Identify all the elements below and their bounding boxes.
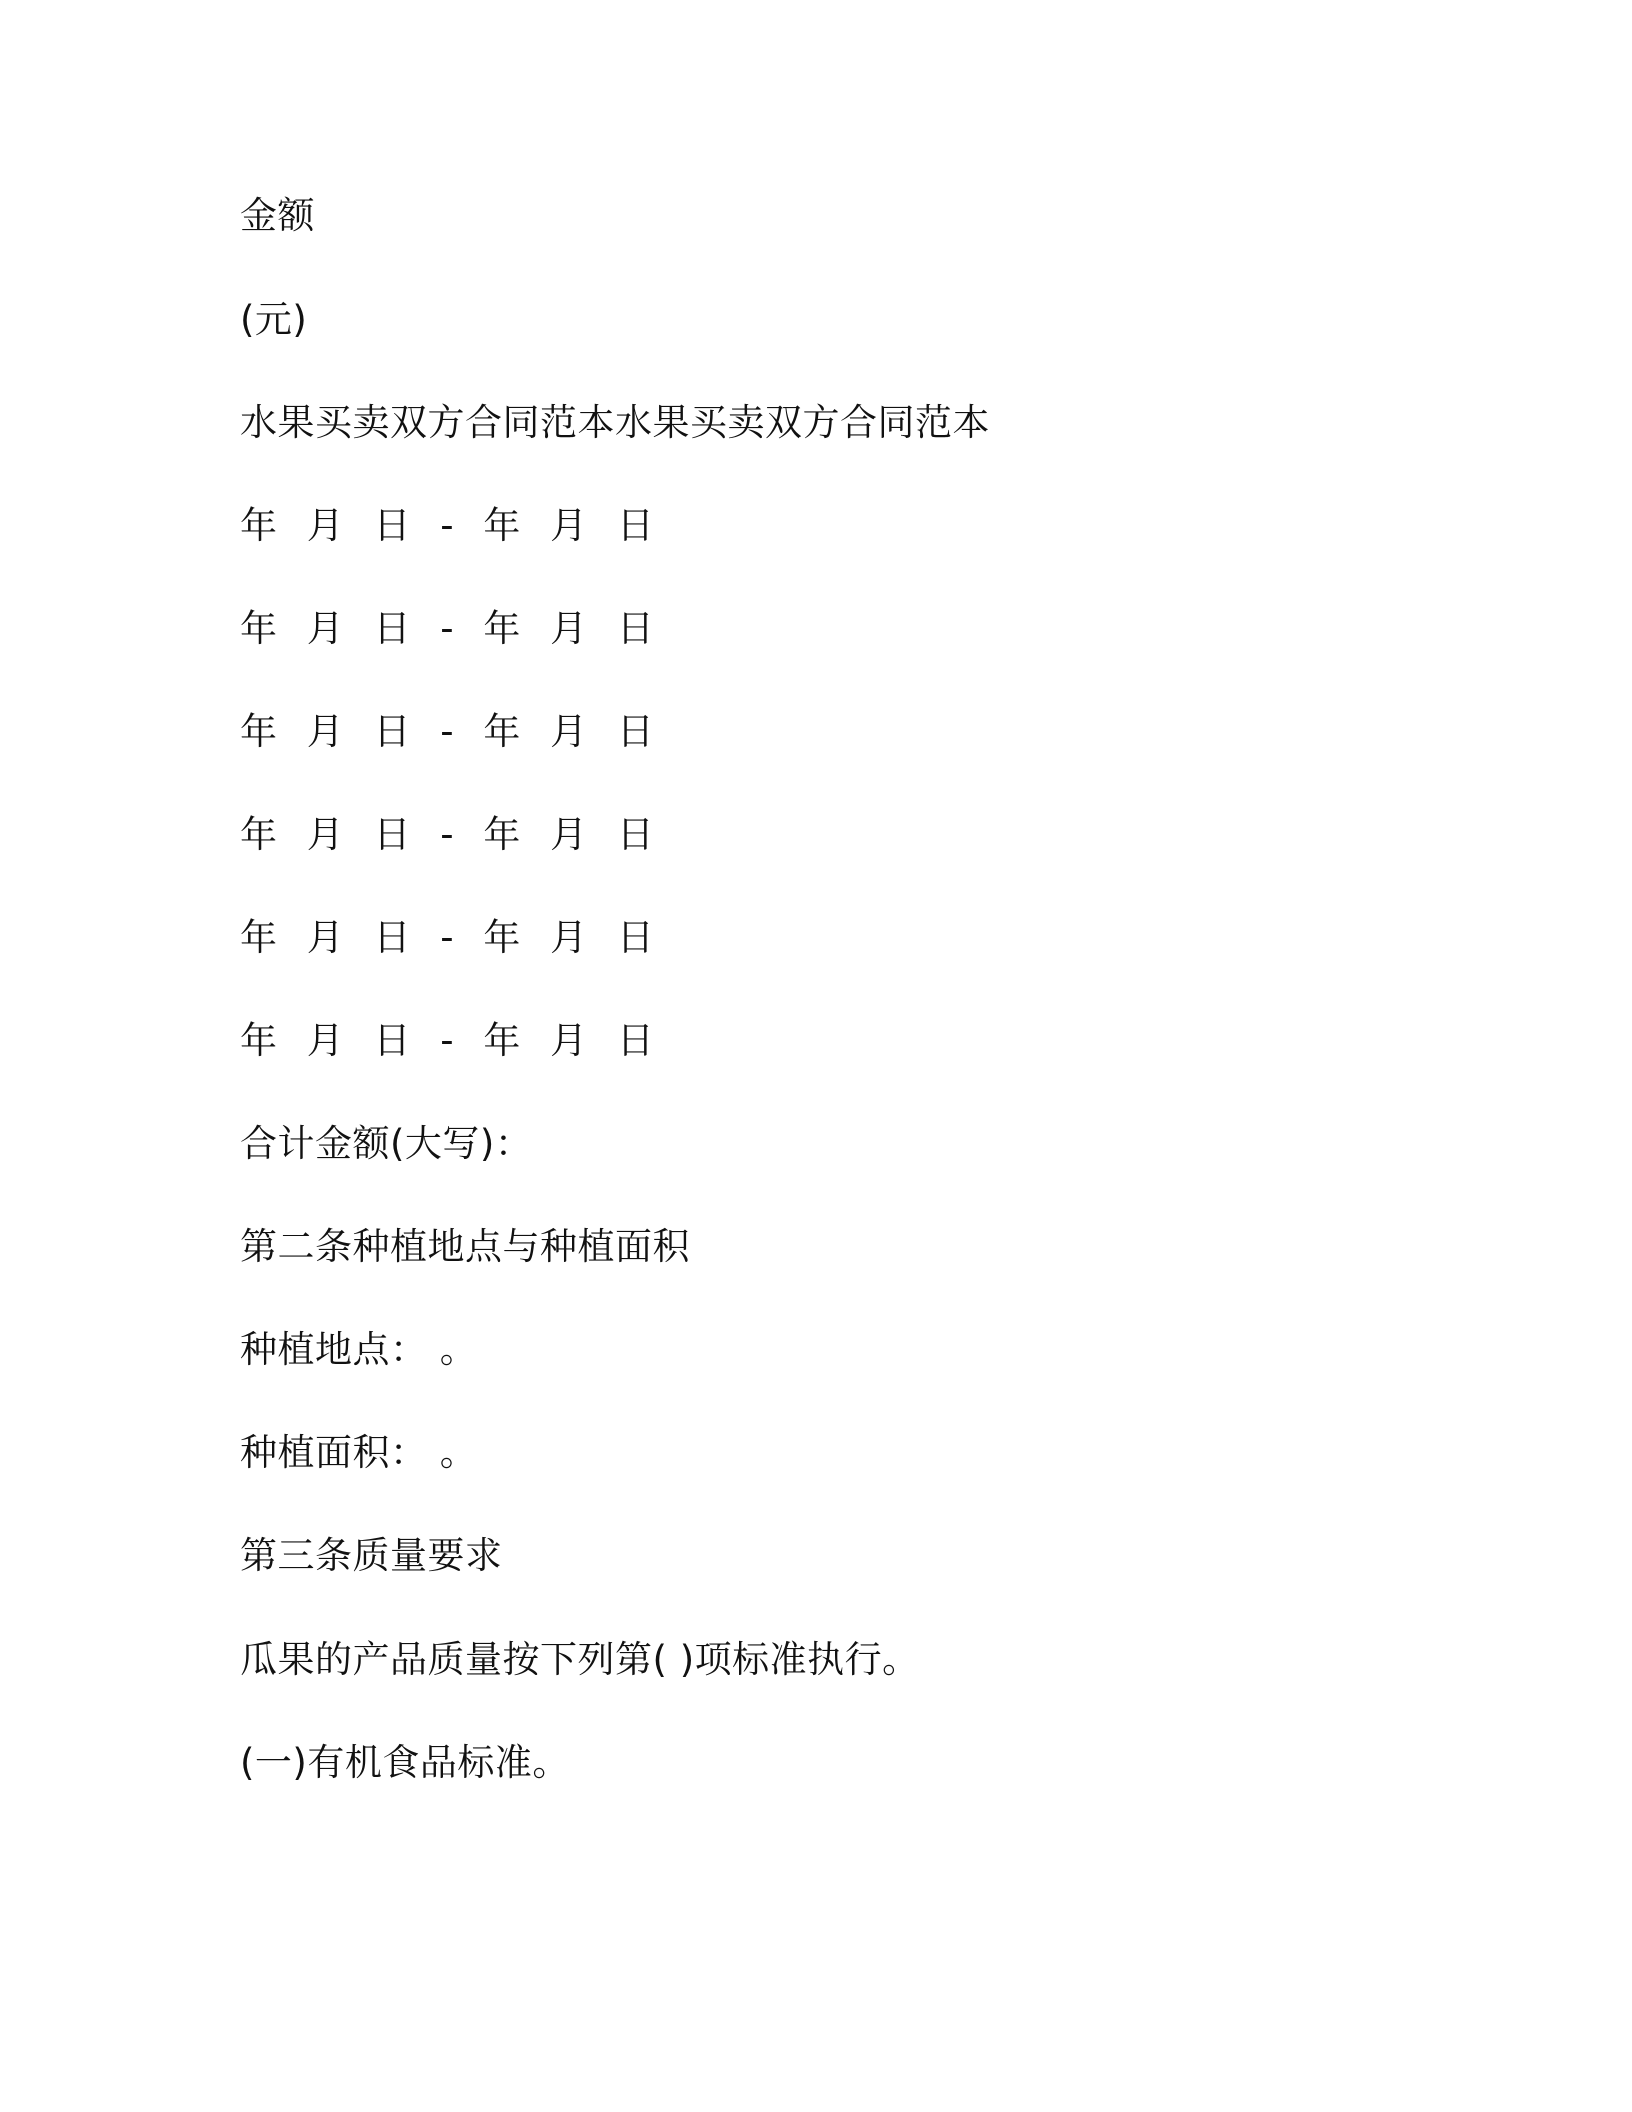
total-amount-uppercase-line: 合计金额(大写)： xyxy=(240,1122,533,1165)
organic-food-standard-line: (一)有机食品标准。 xyxy=(240,1741,570,1784)
quality-standard-line: 瓜果的产品质量按下列第( )项标准执行。 xyxy=(240,1638,920,1681)
contract-title-line: 水果买卖双方合同范本水果买卖双方合同范本 xyxy=(240,401,990,444)
date-range-line: 年 月 日 - 年 月 日 xyxy=(240,504,663,547)
date-range-line: 年 月 日 - 年 月 日 xyxy=(240,607,663,650)
amount-label: 金额 xyxy=(240,194,315,237)
date-range-line: 年 月 日 - 年 月 日 xyxy=(240,916,663,959)
date-range-line: 年 月 日 - 年 月 日 xyxy=(240,710,663,753)
planting-area-line: 种植面积： 。 xyxy=(240,1431,478,1474)
article-two-heading: 第二条种植地点与种植面积 xyxy=(240,1225,690,1268)
planting-location-line: 种植地点： 。 xyxy=(240,1328,478,1371)
date-range-line: 年 月 日 - 年 月 日 xyxy=(240,1019,663,1062)
date-range-line: 年 月 日 - 年 月 日 xyxy=(240,813,663,856)
currency-unit-label: (元) xyxy=(240,298,308,341)
article-three-heading: 第三条质量要求 xyxy=(240,1534,503,1577)
